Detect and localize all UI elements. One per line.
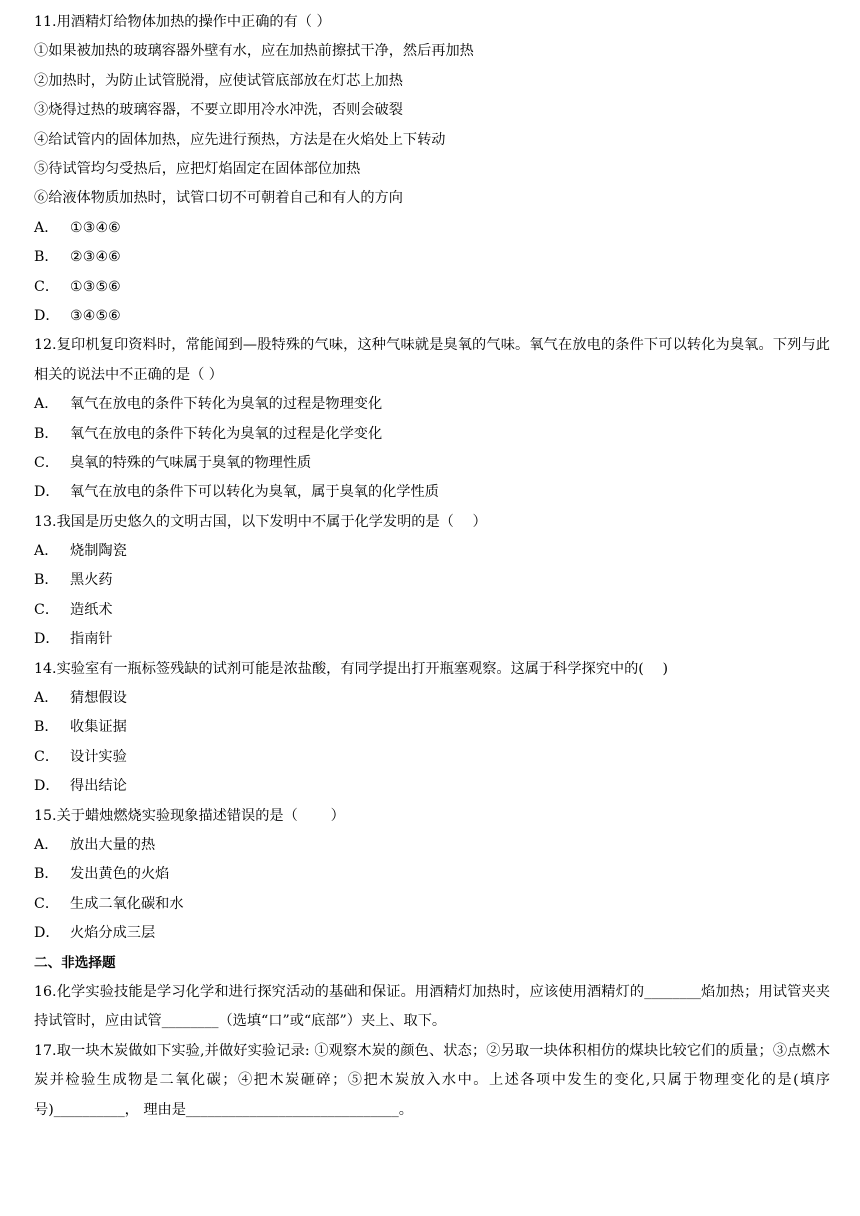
option-letter: A． bbox=[34, 219, 59, 236]
option-letter: A． bbox=[34, 396, 59, 413]
option-text: 黑火药 bbox=[70, 572, 113, 589]
option-letter: B． bbox=[34, 719, 59, 736]
exam-page bbox=[34, 8, 830, 1125]
question-12 bbox=[34, 331, 830, 507]
option-d[interactable] bbox=[34, 919, 830, 948]
option-letter: A． bbox=[34, 690, 59, 707]
option-text: 生成二氧化碳和水 bbox=[70, 895, 184, 912]
option-text: 氧气在放电的条件下转化为臭氧的过程是物理变化 bbox=[70, 396, 383, 413]
option-b[interactable] bbox=[34, 420, 830, 449]
option-letter: C． bbox=[34, 748, 60, 765]
option-letter: C． bbox=[34, 601, 60, 618]
question-stem: 15.关于蜡烛燃烧实验现象描述错误的是（ ） bbox=[34, 807, 345, 824]
option-text: 得出结论 bbox=[70, 778, 127, 795]
option-text: 收集证据 bbox=[70, 719, 127, 736]
option-a[interactable] bbox=[34, 214, 830, 243]
option-letter: D． bbox=[34, 925, 60, 942]
option-b[interactable] bbox=[34, 243, 830, 272]
option-text: ①③④⑥ bbox=[70, 219, 121, 236]
question-17: 17.取一块木炭做如下实验,并做好实验记录: ①观察木炭的颜色、状态；②另取一块体积相仿的煤块比较它们的质量；③点燃木炭并检验生成物是二氧化碳；④把木炭砸碎；⑤把木炭放入水中。上述各项中发生的变化,只属于物理变化的是(填序号)__________， 理由是______________________________。 bbox=[34, 1042, 830, 1118]
option-text: ③④⑤⑥ bbox=[70, 307, 121, 324]
question-15 bbox=[34, 802, 830, 949]
option-text: 发出黄色的火焰 bbox=[70, 866, 170, 883]
option-letter: A． bbox=[34, 836, 59, 853]
question-14 bbox=[34, 655, 830, 802]
option-letter: D． bbox=[34, 778, 60, 795]
option-text: 氧气在放电的条件下可以转化为臭氧，属于臭氧的化学性质 bbox=[70, 484, 439, 501]
option-c[interactable] bbox=[34, 273, 830, 302]
option-text: 臭氧的特殊的气味属于臭氧的物理性质 bbox=[70, 454, 312, 471]
option-d[interactable] bbox=[34, 302, 830, 331]
option-a[interactable] bbox=[34, 537, 830, 566]
option-text: 指南针 bbox=[70, 631, 113, 648]
statement: ③烧得过热的玻璃容器，不要立即用冷水冲洗，否则会破裂 bbox=[34, 102, 403, 119]
option-text: 火焰分成三层 bbox=[70, 925, 156, 942]
question-13 bbox=[34, 508, 830, 655]
option-c[interactable] bbox=[34, 449, 830, 478]
option-text: ①③⑤⑥ bbox=[70, 278, 121, 295]
option-letter: C． bbox=[34, 895, 60, 912]
question-stem: 11.用酒精灯给物体加热的操作中正确的有（ ） bbox=[34, 14, 331, 30]
option-text: ②③④⑥ bbox=[70, 249, 121, 266]
option-text: 造纸术 bbox=[70, 601, 113, 618]
option-text: 猜想假设 bbox=[70, 690, 127, 707]
statement: ⑤待试管均匀受热后，应把灯焰固定在固体部位加热 bbox=[34, 160, 361, 177]
option-text: 烧制陶瓷 bbox=[70, 543, 127, 560]
option-c[interactable] bbox=[34, 743, 830, 772]
option-letter: B． bbox=[34, 249, 59, 266]
section-heading: 二、非选择题 bbox=[34, 954, 116, 971]
option-d[interactable] bbox=[34, 625, 830, 654]
question-stem: 14.实验室有一瓶标签残缺的试剂可能是浓盐酸，有同学提出打开瓶塞观察。这属于科学探究中的( ) bbox=[34, 660, 669, 677]
question-11 bbox=[34, 8, 830, 331]
option-text: 氧气在放电的条件下转化为臭氧的过程是化学变化 bbox=[70, 425, 383, 442]
statement: ⑥给液体物质加热时，试管口切不可朝着自己和有人的方向 bbox=[34, 190, 403, 207]
option-letter: C． bbox=[34, 454, 60, 471]
option-a[interactable] bbox=[34, 390, 830, 419]
question-stem: 12.复印机复印资料时，常能闻到—股特殊的气味，这种气味就是臭氧的气味。氧气在放电的条件下可以转化为臭氧。下列与此相关的说法中不正确的是（ ） bbox=[34, 337, 830, 383]
option-text: 设计实验 bbox=[70, 748, 127, 765]
option-text: 放出大量的热 bbox=[70, 836, 156, 853]
option-d[interactable] bbox=[34, 478, 830, 507]
statement: ②加热时，为防止试管脱滑，应使试管底部放在灯芯上加热 bbox=[34, 72, 403, 89]
option-c[interactable] bbox=[34, 596, 830, 625]
option-d[interactable] bbox=[34, 772, 830, 801]
question-stem: 13.我国是历史悠久的文明古国，以下发明中不属于化学发明的是（ ） bbox=[34, 513, 487, 530]
option-b[interactable] bbox=[34, 566, 830, 595]
statement: ①如果被加热的玻璃容器外壁有水，应在加热前擦拭干净，然后再加热 bbox=[34, 43, 474, 60]
option-c[interactable] bbox=[34, 890, 830, 919]
option-b[interactable] bbox=[34, 860, 830, 889]
option-a[interactable] bbox=[34, 684, 830, 713]
option-letter: B． bbox=[34, 425, 59, 442]
option-letter: D． bbox=[34, 484, 60, 501]
option-b[interactable] bbox=[34, 713, 830, 742]
option-a[interactable] bbox=[34, 831, 830, 860]
option-letter: B． bbox=[34, 866, 59, 883]
option-letter: C． bbox=[34, 278, 60, 295]
option-letter: D． bbox=[34, 631, 60, 648]
question-16: 16.化学实验技能是学习化学和进行探究活动的基础和保证。用酒精灯加热时，应该使用酒精灯的________焰加热；用试管夹夹持试管时，应由试管________（选填“口”或“底部”）夹上、取下。 bbox=[34, 983, 830, 1030]
statement: ④给试管内的固体加热，应先进行预热，方法是在火焰处上下转动 bbox=[34, 131, 446, 148]
option-letter: A． bbox=[34, 543, 59, 560]
option-letter: D． bbox=[34, 307, 60, 324]
option-letter: B． bbox=[34, 572, 59, 589]
